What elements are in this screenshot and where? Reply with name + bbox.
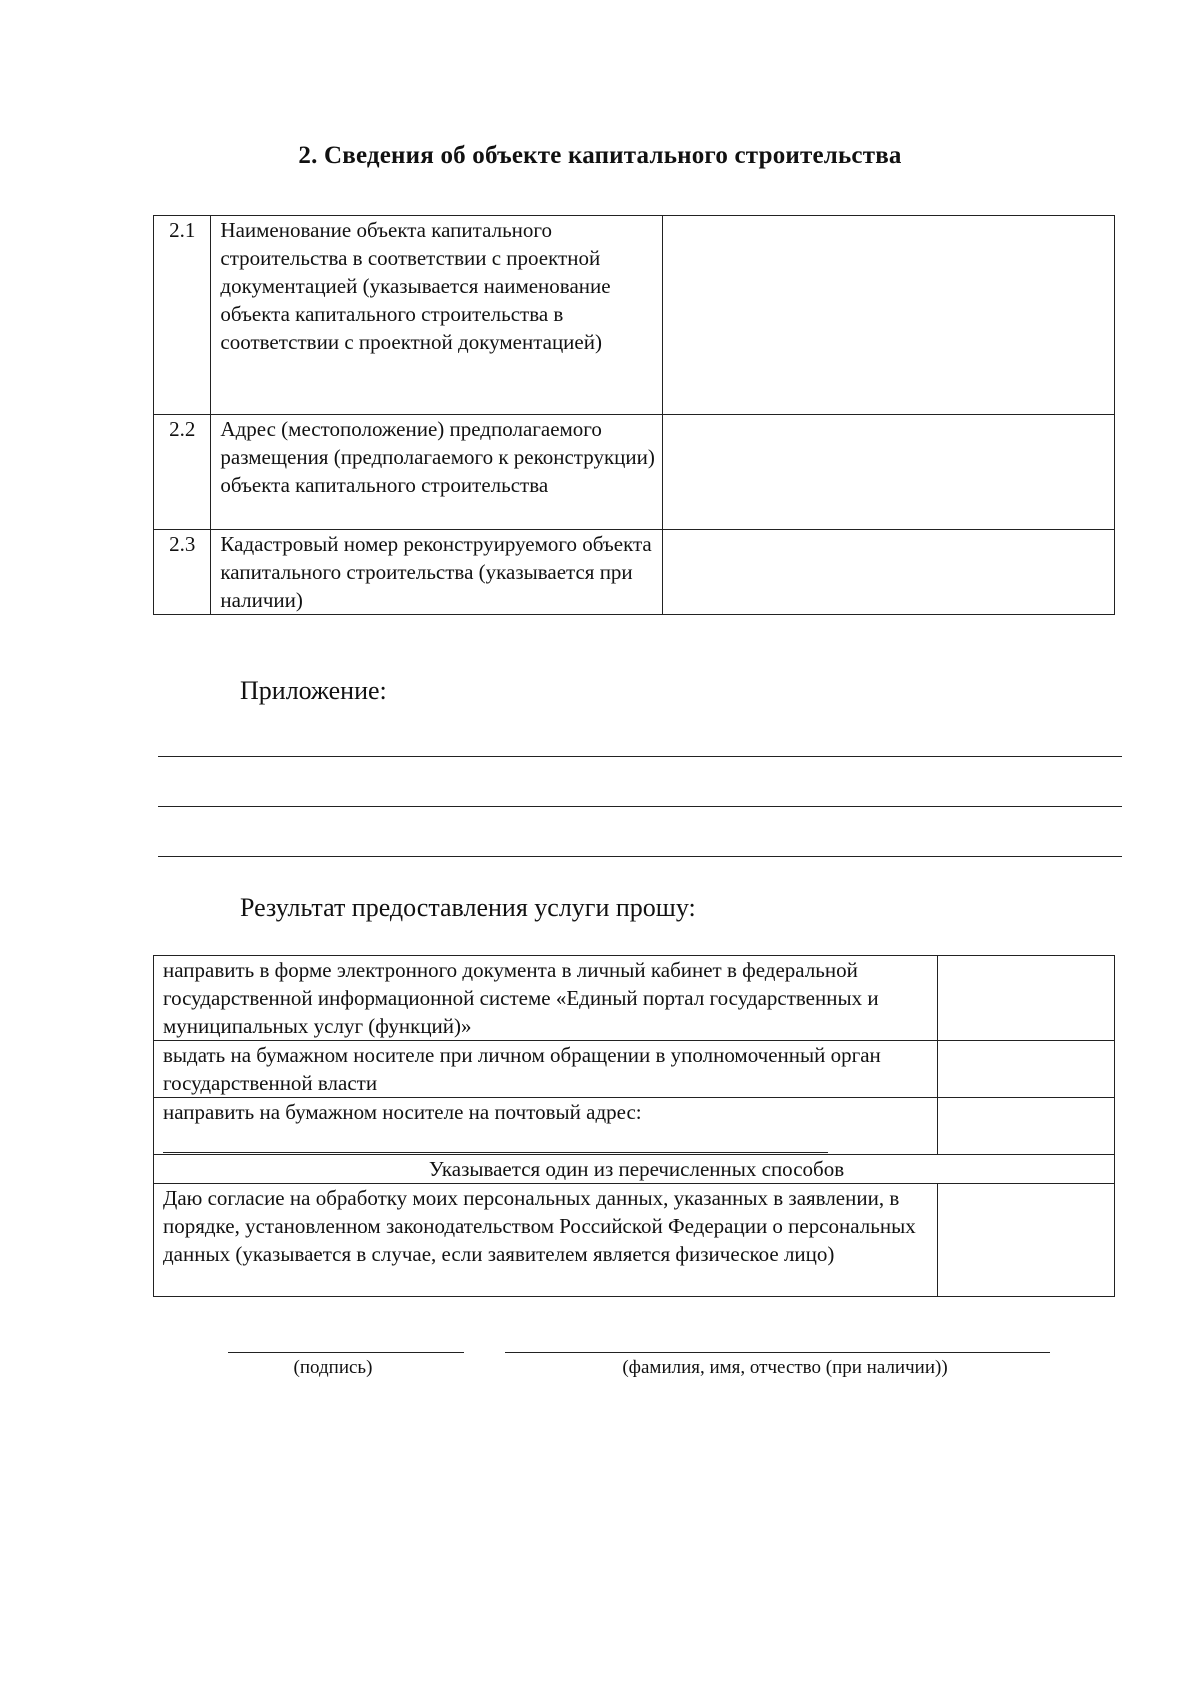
- appendix-label: Приложение:: [240, 676, 387, 705]
- table-row: [154, 415, 1115, 530]
- signature-caption: (подпись): [293, 1357, 373, 1378]
- table-row: [154, 216, 1115, 415]
- object-name-field[interactable]: [662, 216, 1114, 415]
- option-in-person-checkbox[interactable]: [938, 1041, 1115, 1098]
- cadastral-number-field[interactable]: [662, 530, 1114, 615]
- full-name-caption: (фамилия, имя, отчество (при наличии)): [622, 1357, 948, 1378]
- consent-checkbox[interactable]: [938, 1184, 1115, 1297]
- option-postal-label: направить на бумажном носителе на почтовый адрес:: [163, 1100, 642, 1124]
- result-method-table: [153, 955, 1115, 1297]
- appendix-line-1[interactable]: [158, 756, 1122, 757]
- row-description: Адрес (местоположение) предполагаемого размещения (предполагаемого к реконструкции) объекта капитального строительства: [211, 415, 662, 530]
- row-number: 2.3: [154, 530, 211, 615]
- option-postal-cell: [154, 1098, 938, 1155]
- row-description: Наименование объекта капитального строительства в соответствии с проектной документацией (указывается наименование объекта капитального строительства в соответствии с проектной документацией): [211, 216, 662, 415]
- postal-address-line[interactable]: [163, 1126, 828, 1153]
- appendix-line-2[interactable]: [158, 806, 1122, 807]
- consent-label: Даю согласие на обработку моих персональных данных, указанных в заявлении, в порядке, установленном законодательством Российской Федерации о персональных данных (указывается в случае, если заявителем является физическое лицо): [154, 1184, 938, 1297]
- choose-one-note: Указывается один из перечисленных способов: [154, 1155, 1115, 1184]
- full-name-line[interactable]: [505, 1352, 1050, 1353]
- appendix-line-3[interactable]: [158, 856, 1122, 857]
- section-title: 2. Сведения об объекте капитального строительства: [298, 142, 902, 169]
- row-number: 2.1: [154, 216, 211, 415]
- option-postal-checkbox[interactable]: [938, 1098, 1115, 1155]
- object-info-table: [153, 215, 1115, 615]
- table-row: [154, 530, 1115, 615]
- object-address-field[interactable]: [662, 415, 1114, 530]
- result-label: Результат предоставления услуги прошу:: [240, 893, 696, 922]
- table-row: [154, 1155, 1115, 1184]
- table-row: [154, 1184, 1115, 1297]
- table-row: [154, 1098, 1115, 1155]
- option-epgu-label: направить в форме электронного документа в личный кабинет в федеральной государственной информационной системе «Единый портал государственных и муниципальных услуг (функций)»: [154, 956, 938, 1041]
- option-epgu-checkbox[interactable]: [938, 956, 1115, 1041]
- row-description: Кадастровый номер реконструируемого объекта капитального строительства (указывается при наличии): [211, 530, 662, 615]
- option-in-person-label: выдать на бумажном носителе при личном обращении в уполномоченный орган государственной власти: [154, 1041, 938, 1098]
- table-row: [154, 1041, 1115, 1098]
- signature-line[interactable]: [228, 1352, 464, 1353]
- row-number: 2.2: [154, 415, 211, 530]
- table-row: [154, 956, 1115, 1041]
